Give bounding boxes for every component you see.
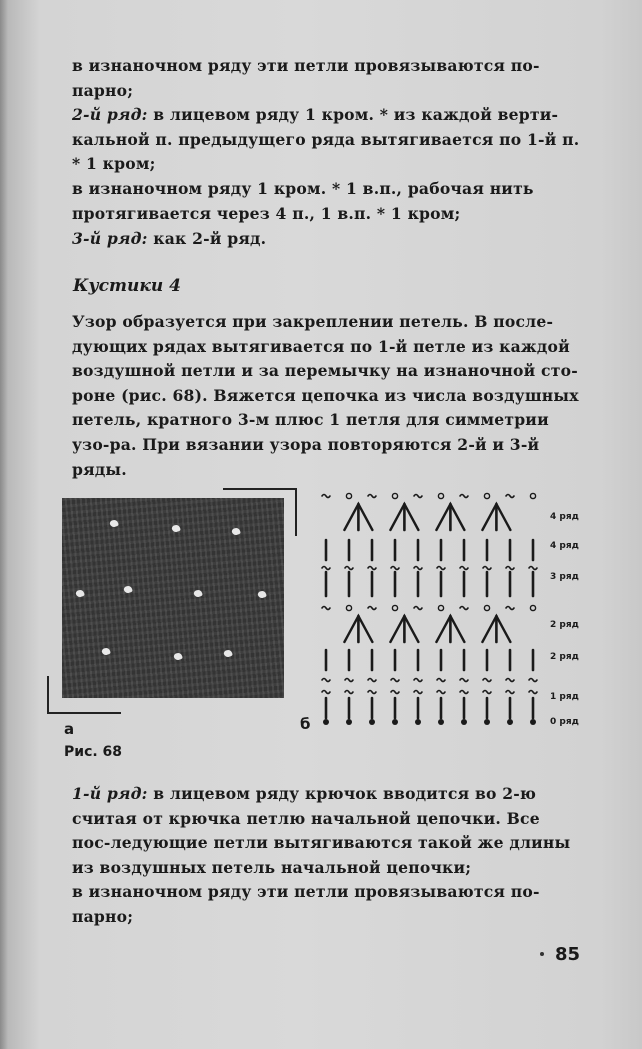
chain-stitch-symbol <box>391 679 399 682</box>
chain-stitch-symbol <box>345 691 353 694</box>
air-loop-symbol <box>484 605 489 610</box>
row-label: 2 ряд <box>550 620 579 630</box>
row1-text: в лицевом ряду крючок вводится во 2-ю считая от крючка петлю начальной цепочки. Все пос-ледующие петли вытягиваются такой же длины из воздушных петель начальной цепочки; <box>72 784 571 877</box>
chain-stitch-symbol <box>322 679 330 682</box>
chain-stitch-symbol <box>529 691 537 694</box>
row-label: 2 ряд <box>550 652 579 662</box>
paragraph-row3 <box>72 227 580 252</box>
row3-label: 3-й ряд: <box>72 229 148 248</box>
chain-stitch-symbol <box>368 679 376 682</box>
air-loop-symbol <box>530 493 535 498</box>
page-dot <box>540 952 544 956</box>
chain-stitch-symbol <box>460 607 468 610</box>
paragraph-row2 <box>72 103 580 177</box>
chain-stitch-symbol <box>506 495 514 498</box>
air-loop-symbol <box>530 605 535 610</box>
chain-stitch-symbol <box>345 567 353 570</box>
chain-stitch-symbol <box>483 567 491 570</box>
row2-text: в лицевом ряду 1 кром. * из каждой верти-кальной п. предыдущего ряда вытягивается по 1-й п. * 1 кром; <box>72 105 580 174</box>
row2-label: 2-й ряд: <box>72 105 148 124</box>
air-loop-symbol <box>438 605 443 610</box>
base-stitch-dot <box>323 719 329 725</box>
page-number: 85 <box>555 944 581 965</box>
base-stitch-dot <box>438 719 444 725</box>
chain-stitch-symbol <box>506 679 514 682</box>
chain-stitch-symbol <box>322 495 330 498</box>
base-stitch-dot <box>507 719 513 725</box>
chain-stitch-symbol <box>368 567 376 570</box>
figure-label-b: б <box>300 715 311 733</box>
chain-stitch-symbol <box>322 691 330 694</box>
row1-label: 1-й ряд: <box>72 784 148 803</box>
chain-stitch-symbol <box>529 567 537 570</box>
base-stitch-dot <box>461 719 467 725</box>
chain-stitch-symbol <box>506 607 514 610</box>
chain-stitch-symbol <box>391 567 399 570</box>
paragraph-row1 <box>72 782 580 880</box>
base-stitch-dot <box>369 719 375 725</box>
chain-stitch-symbol <box>414 691 422 694</box>
chain-stitch-symbol <box>322 567 330 570</box>
row-label: 0 ряд <box>550 717 579 727</box>
chain-stitch-symbol <box>414 567 422 570</box>
air-loop-symbol <box>484 493 489 498</box>
chain-stitch-symbol <box>460 567 468 570</box>
chain-stitch-symbol <box>529 679 537 682</box>
chain-stitch-symbol <box>368 691 376 694</box>
chain-stitch-symbol <box>437 691 445 694</box>
chain-stitch-symbol <box>437 679 445 682</box>
air-loop-symbol <box>392 493 397 498</box>
chain-stitch-symbol <box>506 567 514 570</box>
figure-caption: Рис. 68 <box>64 744 123 760</box>
chain-stitch-symbol <box>460 691 468 694</box>
paragraph-intro: Узор образуется при закреплении петель. В после-дующих рядах вытягивается по 1-й петле из каждой воздушной петли и за перемычку на изнаночной сто-роне (рис. 68). Вяжется цепочка из числа воздушных петель, кратного 3-м плюс 1 петля для симметрии узо-ра. При вязании узора повторяются 2-й и 3-й ряды. <box>72 312 579 479</box>
chain-stitch-symbol <box>506 691 514 694</box>
air-loop-symbol <box>438 493 443 498</box>
paragraph-3: в изнаночном ряду 1 кром. * 1 в.п., рабочая нить протягивается через 4 п., 1 в.п. * 1 кром; <box>72 179 534 223</box>
chain-stitch-symbol <box>437 567 445 570</box>
paragraph-1: в изнаночном ряду эти петли провязываются по-парно; <box>72 56 540 100</box>
chain-stitch-symbol <box>414 495 422 498</box>
air-loop-symbol <box>392 605 397 610</box>
row-label: 4 ряд <box>550 512 579 522</box>
chain-stitch-symbol <box>345 679 353 682</box>
chain-stitch-symbol <box>460 679 468 682</box>
photo-corner-bracket-bottom <box>47 676 121 714</box>
paragraph-last: в изнаночном ряду эти петли провязываются по-парно; <box>72 882 540 926</box>
air-loop-symbol <box>346 493 351 498</box>
chain-stitch-symbol <box>414 607 422 610</box>
base-stitch-dot <box>415 719 421 725</box>
chain-stitch-symbol <box>483 679 491 682</box>
knit-sample-photo <box>62 498 284 698</box>
base-stitch-dot <box>346 719 352 725</box>
stitch-diagram <box>316 484 550 734</box>
chain-stitch-symbol <box>483 691 491 694</box>
row-label: 4 ряд <box>550 541 579 551</box>
chain-stitch-symbol <box>414 679 422 682</box>
row-label: 3 ряд <box>550 572 579 582</box>
chain-stitch-symbol <box>368 607 376 610</box>
figure-label-a: а <box>64 720 75 738</box>
base-stitch-dot <box>530 719 536 725</box>
base-stitch-dot <box>484 719 490 725</box>
section-heading: Кустики 4 <box>73 276 181 296</box>
chain-stitch-symbol <box>460 495 468 498</box>
air-loop-symbol <box>346 605 351 610</box>
base-stitch-dot <box>392 719 398 725</box>
chain-stitch-symbol <box>322 607 330 610</box>
chain-stitch-symbol <box>391 691 399 694</box>
row-label: 1 ряд <box>550 692 579 702</box>
row3-text: как 2-й ряд. <box>147 229 267 248</box>
chain-stitch-symbol <box>368 495 376 498</box>
